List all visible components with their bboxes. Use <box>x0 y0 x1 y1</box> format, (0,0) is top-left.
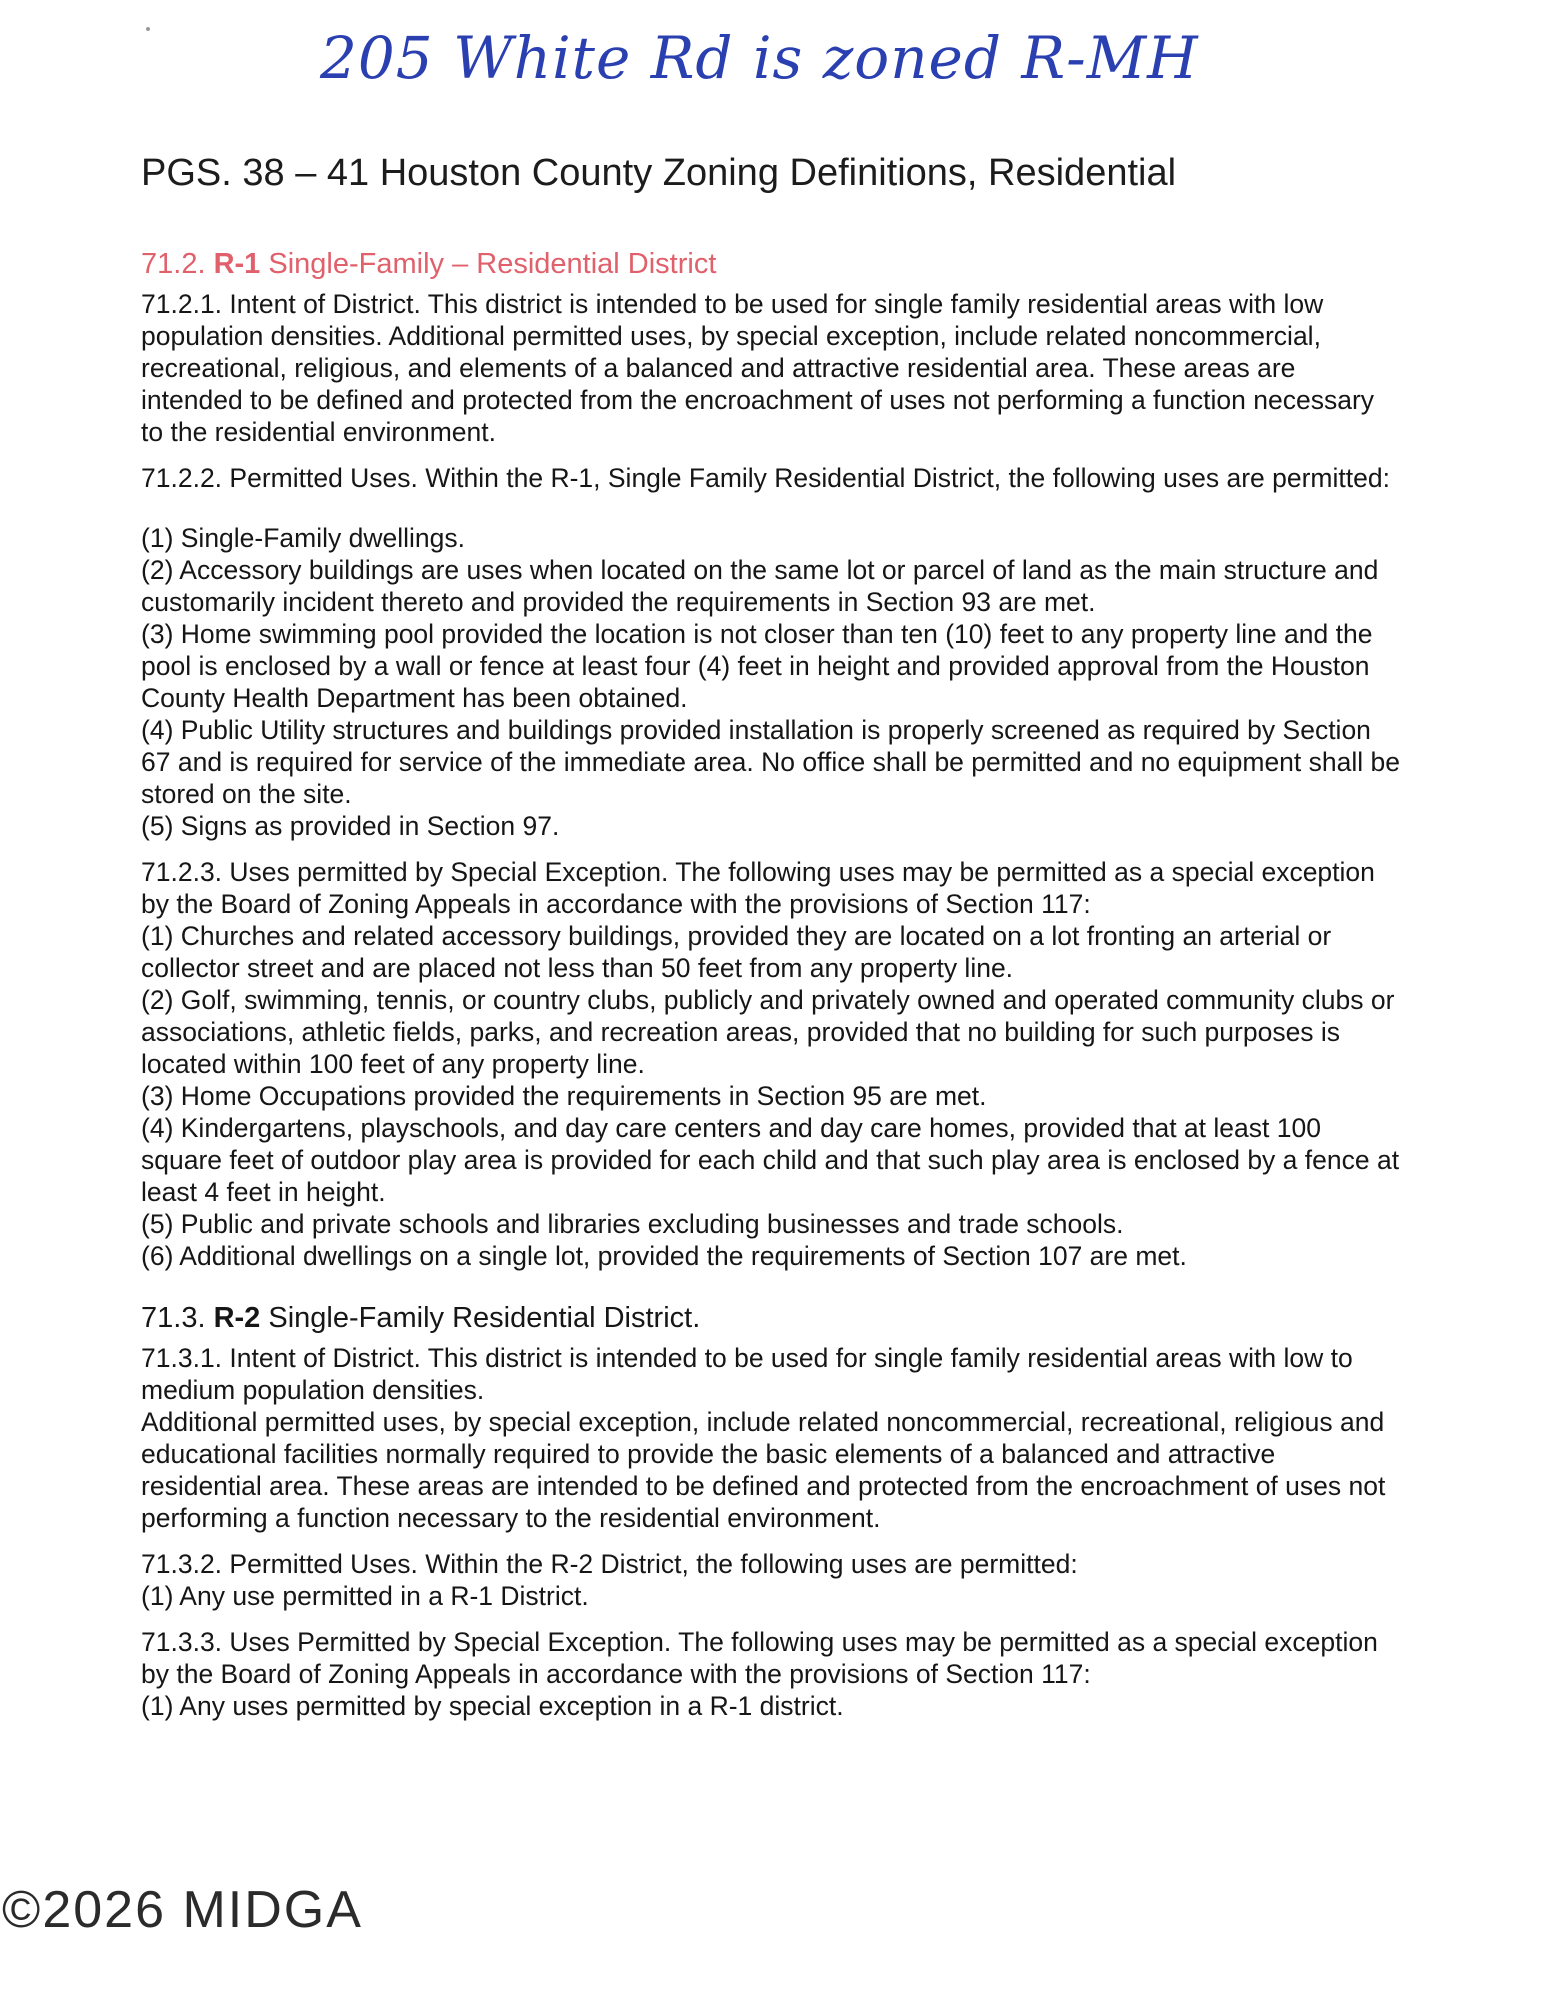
r1-heading <box>141 246 1401 282</box>
r1-special-item: (4) Kindergartens, playschools, and day care centers and day care homes, provided that at least 100 square feet of outdoor play area is provided for each child and that such play area is enclosed by a fence at least 4 feet in height. <box>141 1113 1400 1207</box>
r1-heading-code: R-1 <box>213 248 261 280</box>
r2-special-item: (1) Any uses permitted by special exception in a R-1 district. <box>141 1691 844 1721</box>
r1-use-item: (3) Home swimming pool provided the location is not closer than ten (10) feet to any property line and the pool is enclosed by a wall or fence at least four (4) feet in height and provided approval from the Houston County Health Department has been obtained. <box>141 619 1373 713</box>
r2-permitted-uses-intro: 71.3.2. Permitted Uses. Within the R-2 District, the following uses are permitted: <box>141 1549 1078 1579</box>
r1-special-item: (2) Golf, swimming, tennis, or country clubs, publicly and privately owned and operated community clubs or associations, athletic fields, parks, and recreation areas, provided that no building for such purposes is located within 100 feet of any property line. <box>141 985 1395 1079</box>
r1-heading-number: 71.2. <box>141 248 206 280</box>
r2-use-item: (1) Any use permitted in a R-1 District. <box>141 1581 589 1611</box>
r2-intent-additional: Additional permitted uses, by special exception, include related noncommercial, recreational, religious and educational facilities normally required to provide the basic elements of a balanced and attractive residential area. These areas are intended to be defined and protected from the encroachment of uses not performing a function necessary to the residential environment. <box>141 1407 1386 1533</box>
r1-heading-name: Single-Family – Residential District <box>268 248 717 280</box>
r1-special-item: (6) Additional dwellings on a single lot, provided the requirements of Section 107 are met. <box>141 1241 1187 1271</box>
r2-heading-number: 71.3. <box>141 1302 206 1334</box>
scan-speck <box>146 27 150 31</box>
r2-heading <box>141 1300 1401 1336</box>
r1-special-item: (1) Churches and related accessory buildings, provided they are located on a lot fronting an arterial or collector street and are placed not less than 50 feet from any property line. <box>141 921 1332 983</box>
page-title: PGS. 38 – 41 Houston County Zoning Definitions, Residential <box>141 152 1177 194</box>
r1-intent: 71.2.1. Intent of District. This district is intended to be used for single family residential areas with low population densities. Additional permitted uses, by special exception, include related noncommercial, recreational, religious, and elements of a balanced and attractive residential area. These areas are intended to be defined and protected from the encroachment of uses not performing a function necessary to the residential environment. <box>141 289 1375 447</box>
copyright-watermark: ©2026 MIDGA <box>2 1881 363 1939</box>
r1-use-item: (1) Single-Family dwellings. <box>141 523 465 553</box>
r1-use-item: (4) Public Utility structures and buildings provided installation is properly screened as required by Section 67 and is required for service of the immediate area. No office shall be permitted and no equipment shall be stored on the site. <box>141 715 1400 809</box>
r1-special-item: (3) Home Occupations provided the requirements in Section 95 are met. <box>141 1081 987 1111</box>
handwritten-note: 205 White Rd is zoned R-MH <box>320 24 1199 92</box>
r1-special-exception-intro: 71.2.3. Uses permitted by Special Exception. The following uses may be permitted as a special exception by the Board of Zoning Appeals in accordance with the provisions of Section 117: <box>141 857 1375 919</box>
r1-permitted-uses-intro: 71.2.2. Permitted Uses. Within the R-1, Single Family Residential District, the following uses are permitted: <box>141 463 1390 493</box>
r2-intent: 71.3.1. Intent of District. This district is intended to be used for single family residential areas with low to medium population densities. <box>141 1343 1353 1405</box>
r1-special-item: (5) Public and private schools and libraries excluding businesses and trade schools. <box>141 1209 1124 1239</box>
r2-special-exception-intro: 71.3.3. Uses Permitted by Special Exception. The following uses may be permitted as a special exception by the Board of Zoning Appeals in accordance with the provisions of Section 117: <box>141 1627 1378 1689</box>
r1-use-item: (5) Signs as provided in Section 97. <box>141 811 560 841</box>
document-body <box>141 246 1401 1722</box>
r2-heading-code: R-2 <box>213 1302 261 1334</box>
r2-heading-name: Single-Family Residential District. <box>268 1302 701 1334</box>
r1-use-item: (2) Accessory buildings are uses when located on the same lot or parcel of land as the main structure and customarily incident thereto and provided the requirements in Section 93 are met. <box>141 555 1379 617</box>
